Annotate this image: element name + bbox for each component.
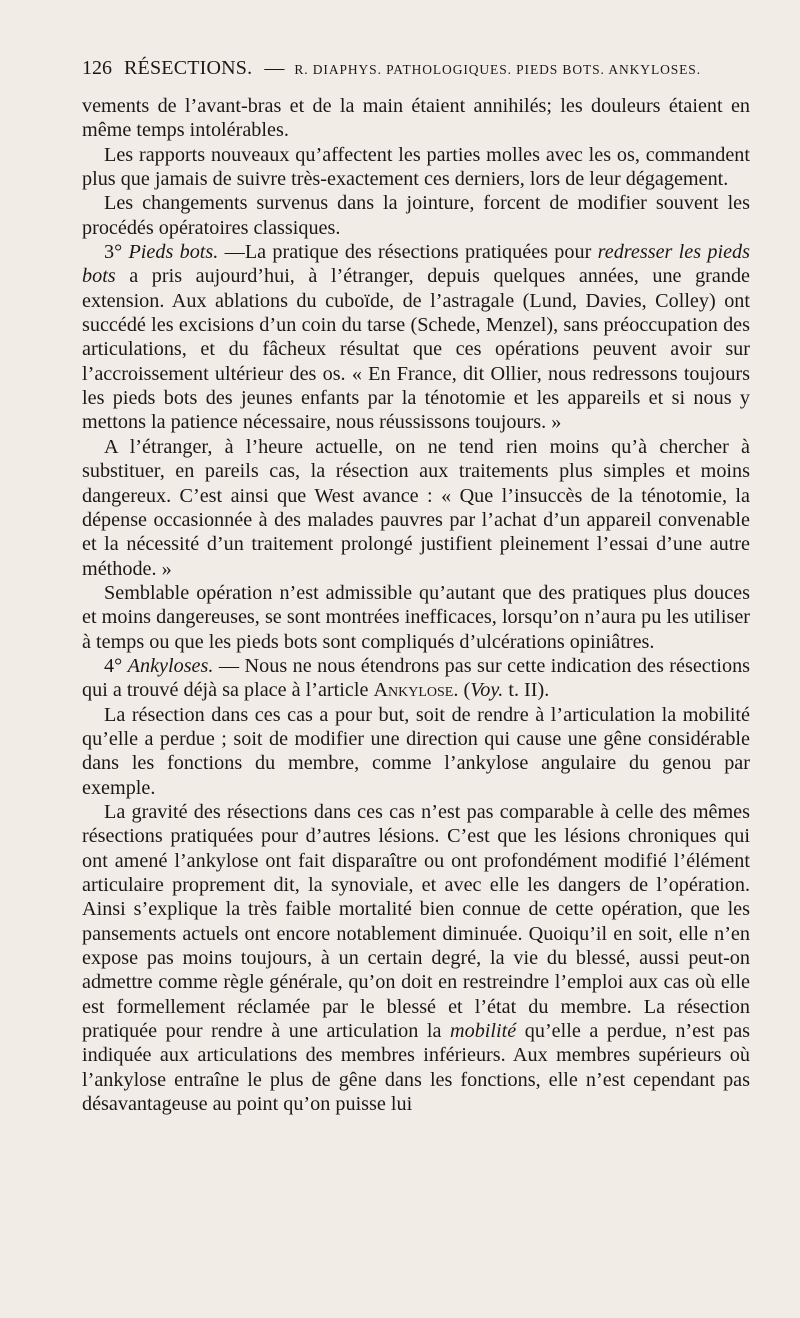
body-text — [82, 94, 750, 1116]
voy-reference: Voy. — [470, 679, 504, 702]
paragraph-pieds-bots — [82, 240, 750, 435]
section-heading-pieds-bots: Pieds bots. — [128, 241, 219, 264]
running-subject: R. DIAPHYS. PATHOLOGIQUES. PIEDS BOTS. ANKYLOSES. — [294, 62, 701, 77]
paragraph-ankyloses — [82, 654, 750, 703]
section-heading-ankyloses: Ankyloses. — [127, 654, 214, 677]
header-dash: — — [264, 57, 285, 79]
paragraph-text: a pris aujourd’hui, à l’étranger, depuis quelques années, une grande extension. Aux ablations du cuboïde, de l’astragale (Lund, Davies, Colley) ont succédé les excisions d’un coin du tarse (Schede, Menzel), sans préoccupation des articulations, et du fâcheux résultat que ces opérations peuvent avoir sur l’accroissement ultérieur des os. « En France, dit Ollier, nous redressons toujours les pieds bots des jeunes enfants par la ténotomie et les appareils et si nous y mettons la patience nécessaire, nous réussissons toujours. » — [82, 265, 751, 434]
paragraph-text: La gravité des résections dans ces cas n’est pas comparable à celle des mêmes résections pratiquées pour d’autres lésions. C’est que les lésions chroniques qui ont amené l’ankylose ont fait disparaître ou ont profondément modifié l’élément articulaire proprement dit, la synoviale, et avec elle les dangers de l’opération. Ainsi s’explique la très faible mortalité bien connue de cette opération, que les pansements actuels ont encore notablement diminuée. Quoiqu’il en soit, elle n’en expose pas moins toujours, à un certain degré, la vie du blessé, aussi peut-on admettre comme règle générale, qu’on doit en restreindre l’emploi aux cas où elle est formellement réclamée par le blessé et l’état du membre. La résection pratiquée pour rendre à une articulation la — [82, 800, 750, 1043]
page-number: 126 — [82, 57, 112, 79]
heading-dash: — — [218, 654, 240, 677]
paragraph-resection-but: La résection dans ces cas a pour but, soit de rendre à l’articulation la mobilité qu’elle a perdue ; soit de modifier une direction qui cause une gêne considérable dans les fonctions du membre, comme l’ankylose angulaire du genou par exemple. — [82, 703, 750, 799]
paragraph-continuation: vements de l’avant-bras et de la main étaient annihilés; les douleurs étaient en même temps intolérables. — [82, 95, 750, 142]
paragraph-text: t. II). — [503, 679, 550, 702]
paragraph-text: . ( — [453, 679, 471, 702]
paragraph-joint-changes: Les changements survenus dans la jointure, forcent de modifier souvent les procédés opératoires classiques. — [82, 192, 750, 239]
running-head — [82, 56, 750, 82]
paragraph-text: qu’elle a perdue, n’est pas indiquée aux articulations des membres inférieurs. Aux membres supérieurs où l’ankylose entraîne le plus de gêne dans les fonctions, elle n’est cependant pas désavantageuse au point qu’on puisse lui — [82, 1020, 751, 1116]
section-number: 3° — [104, 241, 123, 264]
article-reference: Ankylose — [373, 679, 454, 702]
section-number: 4° — [104, 654, 123, 677]
paragraph-semblable: Semblable opération n’est admissible qu’autant que des pratiques plus douces et moins dangereuses, se sont montrées inefficaces, lorsqu’on n’aura pu les utiliser à temps ou que les pieds bots sont compliqués d’ulcérations opiniâtres. — [82, 581, 750, 653]
emphasis-text: redresser les pieds bots — [82, 241, 751, 288]
paragraph-etranger: A l’étranger, à l’heure actuelle, on ne tend rien moins qu’à chercher à substituer, en pareils cas, la résection aux traitements plus simples et moins dangereux. C’est ainsi que West avance : « Que l’insuccès de la ténotomie, la dépense occasionnée à des malades pauvres par l’achat d’un appareil convenable et la nécessité d’un traitement prolongé justifient pleinement l’essai d’une autre méthode. » — [82, 435, 750, 580]
paragraph-soft-tissue: Les rapports nouveaux qu’affectent les parties molles avec les os, commandent plus que jamais de suivre très-exactement ces derniers, lors de leur dégagement. — [82, 143, 750, 191]
section-title: RÉSECTIONS. — [124, 57, 253, 79]
heading-dash: — — [224, 241, 245, 264]
paragraph-text: Nous ne nous étendrons pas sur cette indication des résections qui a trouvé déjà sa place à l’article — [82, 654, 751, 702]
paragraph-gravite — [82, 800, 750, 1116]
emphasis-text: mobilité — [450, 1020, 517, 1043]
paragraph-text: La pratique des résections pratiquées pour — [244, 241, 592, 264]
